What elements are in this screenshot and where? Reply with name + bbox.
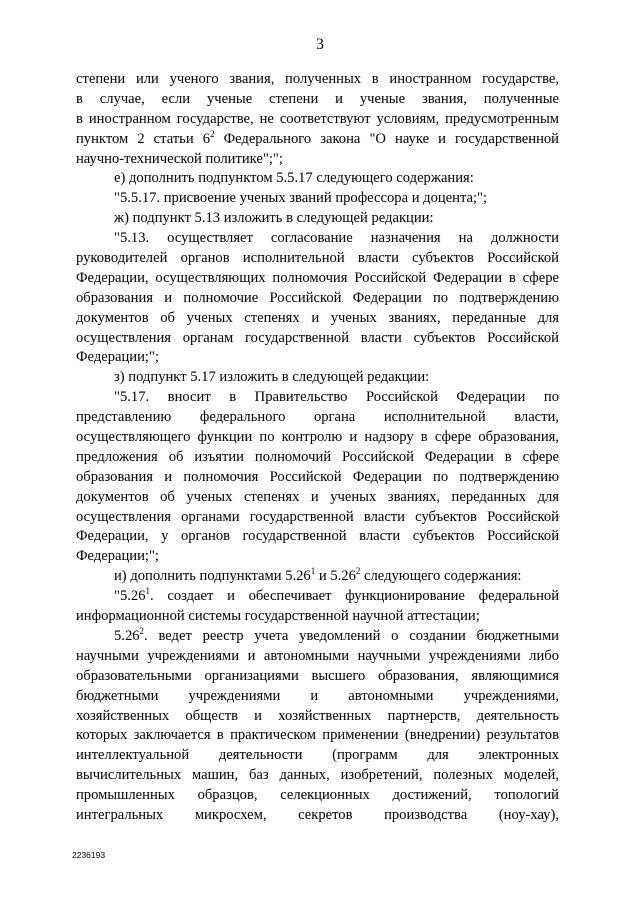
text-line: Федерации;"; <box>76 349 159 366</box>
text-line: промышленных образцов, селекционных достижений, топологий <box>76 787 559 804</box>
text-line: Федерации, у органов государственной власти субъектов Российской <box>76 528 559 545</box>
text-line: степени или ученого звания, полученных в иностранном государстве, <box>76 71 559 87</box>
text-line: научными учреждениями и автономными научными учреждениями либо <box>76 647 559 664</box>
text-line: предложения об изъятии полномочий Российской Федерации в сфере <box>76 448 559 465</box>
text-line: ж) подпункт 5.13 изложить в следующей редакции: <box>114 210 434 227</box>
text-line: интегральных микросхем, секретов производства (ноу-хау), <box>76 806 559 823</box>
text-line <box>76 627 559 647</box>
text-line: которых заключается в практическом применении (внедрении) результатов <box>76 727 559 744</box>
text-fragment: следующего содержания: <box>360 568 522 585</box>
text-fragment: . создает и обеспечивает функционирование федеральной <box>150 588 559 605</box>
text-line: информационной системы государственной научной аттестации; <box>76 608 480 625</box>
superscript: 1 <box>310 566 316 577</box>
text-line: документов об ученых степенях и ученых званиях, переданных для <box>76 488 559 505</box>
superscript: 2 <box>139 625 145 636</box>
text-line <box>76 587 559 607</box>
text-fragment: Федерального закона "О науке и государственной <box>214 130 559 147</box>
page-number: 3 <box>316 36 324 53</box>
text-line: документов об ученых степенях и ученых званиях, переданные для <box>76 309 559 326</box>
text-fragment: "5.26 <box>114 588 146 605</box>
text-line: вычислительных машин, баз данных, изобретений, полезных моделей, <box>76 767 559 784</box>
document-body <box>76 70 559 826</box>
superscript: 2 <box>355 566 361 577</box>
text-fragment: . ведет реестр учета уведомлений о создании бюджетными <box>144 627 559 644</box>
text-line: руководителей органов исполнительной власти субъектов Российской <box>76 250 559 267</box>
text-line <box>76 567 559 587</box>
text-fragment: и) дополнить подпунктами 5.26 <box>114 568 311 585</box>
text-line: Федерации, осуществляющих полномочия Российской Федерации в сфере <box>76 269 559 286</box>
text-line: интеллектуальной деятельности (программ для электронных <box>76 747 559 764</box>
text-line: "5.17. вносит в Правительство Российской Федерации по <box>114 389 559 406</box>
superscript: 1 <box>145 586 150 597</box>
text-line: осуществления органами государственной власти субъектов Российской <box>76 508 559 525</box>
text-line: образования и полномочия Российской Федерации по подтверждению <box>76 468 559 485</box>
text-line: представлению федерального органа исполнительной власти, <box>76 409 559 426</box>
text-line: Федерации;"; <box>76 548 159 565</box>
text-line: "5.13. осуществляет согласование назначения на должности <box>114 230 559 247</box>
text-fragment: пунктом 2 статьи 6 <box>76 130 211 147</box>
document-code: 2236193 <box>72 850 106 860</box>
text-line: бюджетными учреждениями и автономными учреждениями, <box>76 687 559 704</box>
text-line: осуществления органам государственной власти субъектов Российской <box>76 329 559 346</box>
text-line: хозяйственных обществ и хозяйственных партнерств, деятельность <box>76 707 559 724</box>
text-line: е) дополнить подпунктом 5.5.17 следующего содержания: <box>114 170 474 187</box>
text-fragment: и 5.26 <box>315 568 356 585</box>
text-line: з) подпункт 5.17 изложить в следующей редакции: <box>114 369 430 386</box>
text-line <box>76 130 559 150</box>
text-line: осуществляющего функции по контролю и надзору в сфере образования, <box>76 429 559 446</box>
text-line: "5.5.17. присвоение ученых званий профессора и доцента;"; <box>114 190 488 207</box>
text-line: в иностранном государстве, не соответствуют условиям, предусмотренным <box>76 110 559 127</box>
text-line: образовательными организациями высшего образования, являющимися <box>76 667 559 684</box>
text-line: в случае, если ученые степени и ученые звания, полученные <box>76 90 559 107</box>
superscript: 2 <box>210 128 215 139</box>
text-fragment: 5.26 <box>114 627 140 644</box>
text-line: научно-технической политике";"; <box>76 150 283 167</box>
text-line: образования и полномочие Российской Федерации по подтверждению <box>76 289 559 306</box>
